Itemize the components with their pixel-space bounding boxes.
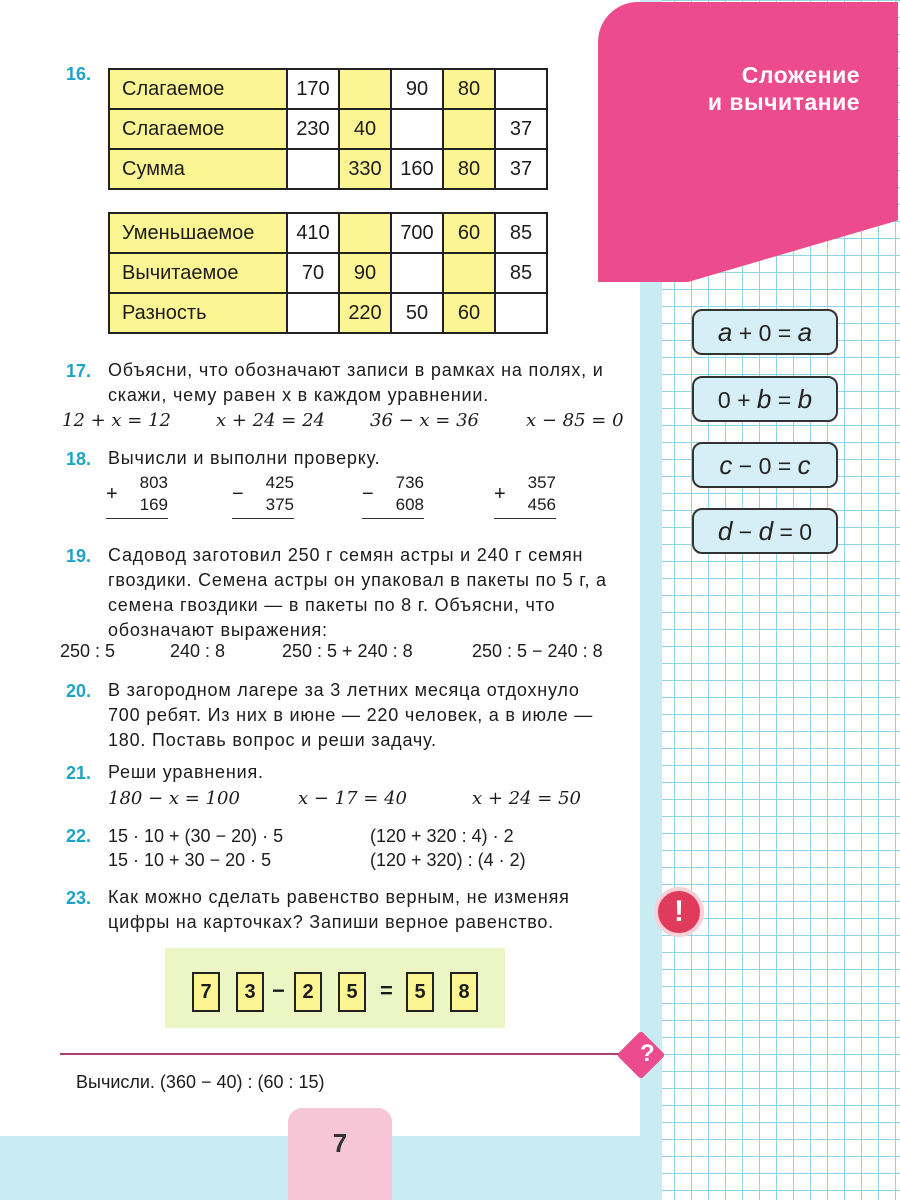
table-row [109, 69, 547, 109]
ex19-number: 19. [66, 546, 92, 566]
addition-table [108, 68, 548, 190]
column-calc-1 [106, 472, 168, 519]
op: + 0 = [732, 320, 798, 346]
ex17-eq-1: 12 + x = 12 [62, 410, 172, 431]
question-icon: ? [640, 1040, 655, 1067]
var: d [717, 516, 733, 546]
op: − [732, 519, 759, 545]
table-cell [339, 213, 391, 253]
digit-card: 3 [236, 972, 264, 1012]
column-bar [232, 518, 294, 519]
table-row [109, 293, 547, 333]
op: − 0 = [732, 453, 798, 479]
var: b [797, 384, 813, 414]
column-bottom: 608 [395, 495, 424, 514]
table-cell: 70 [287, 253, 339, 293]
ex19-expr-2: 240 : 8 [170, 641, 226, 661]
row-label: Сумма [109, 149, 287, 189]
table-cell: 230 [287, 109, 339, 149]
ex22-expr-3: 15 · 10 + 30 − 20 · 5 [108, 850, 272, 870]
ex22-expr-2: (120 + 320 : 4) · 2 [370, 826, 514, 846]
rule-card-3 [692, 442, 838, 488]
var: c [719, 450, 733, 480]
table-cell: 90 [339, 253, 391, 293]
ex21-eq-2: x − 17 = 40 [298, 788, 408, 809]
column-calc-3 [362, 472, 424, 519]
column-calc-4 [494, 472, 556, 519]
table-cell [495, 69, 547, 109]
ex16-number: 16. [66, 64, 92, 84]
column-bottom: 169 [139, 495, 168, 514]
table-cell: 170 [287, 69, 339, 109]
table-cell: 60 [443, 213, 495, 253]
var: b [756, 384, 772, 414]
rule-card-1 [692, 309, 838, 355]
row-label: Слагаемое [109, 109, 287, 149]
ex17-text: Объясни, что обозначают записи в рамках на полях, и скажи, чему равен x в каждом уравнении. [108, 360, 604, 405]
table-cell [443, 253, 495, 293]
digit-card: 5 [406, 972, 434, 1012]
ex21-text: Реши уравнения. [108, 762, 264, 782]
ex23-number: 23. [66, 888, 92, 908]
ex19-expr-4: 250 : 5 − 240 : 8 [472, 641, 603, 661]
var: c [797, 450, 811, 480]
table-row [109, 149, 547, 189]
column-top: 736 [395, 473, 424, 492]
table-cell: 85 [495, 253, 547, 293]
ex21-eq-3: x + 24 = 50 [472, 788, 582, 809]
subtraction-table [108, 212, 548, 334]
ex19-expr-1: 250 : 5 [60, 641, 116, 661]
column-calc-2 [232, 472, 294, 519]
row-label: Разность [109, 293, 287, 333]
table-row [109, 213, 547, 253]
divider-line [60, 1053, 620, 1055]
section-title [660, 62, 860, 116]
digit-card: 8 [450, 972, 478, 1012]
table-cell: 37 [495, 109, 547, 149]
table-cell [443, 109, 495, 149]
equals-sign: = [380, 978, 393, 1003]
ex17-number: 17. [66, 361, 92, 381]
table-cell: 160 [391, 149, 443, 189]
ex21-number: 21. [66, 763, 92, 783]
column-sign: − [362, 483, 374, 505]
row-label: Уменьшаемое [109, 213, 287, 253]
table-row [109, 253, 547, 293]
op: = 0 [773, 519, 813, 545]
ex17-eq-3: 36 − x = 36 [370, 410, 480, 431]
table-cell: 37 [495, 149, 547, 189]
table-cell: 410 [287, 213, 339, 253]
table-cell: 700 [391, 213, 443, 253]
ex22-number: 22. [66, 826, 92, 846]
digit-card: 7 [192, 972, 220, 1012]
table-cell [339, 69, 391, 109]
column-bottom: 456 [527, 495, 556, 514]
column-bottom: 375 [265, 495, 294, 514]
ex18-text: Вычисли и выполни проверку. [108, 448, 381, 468]
ex17-eq-4: x − 85 = 0 [526, 410, 624, 431]
table-cell: 50 [391, 293, 443, 333]
table-row [109, 109, 547, 149]
table-cell: 330 [339, 149, 391, 189]
row-label: Слагаемое [109, 69, 287, 109]
ex20-text: В загородном лагере за 3 летних месяца отдохнуло 700 ребят. Из них в июне — 220 человек, а в июле — 180. Поставь вопрос и реши задачу. [108, 680, 594, 750]
table-cell [391, 253, 443, 293]
ex21-eq-1: 180 − x = 100 [108, 788, 240, 809]
column-sign: + [494, 483, 506, 505]
ex20-number: 20. [66, 681, 92, 701]
table-cell [391, 109, 443, 149]
page-number: 7 [288, 1108, 392, 1200]
column-top: 803 [139, 473, 168, 492]
ex23-text: Как можно сделать равенство верным, не изменяя цифры на карточках? Запиши верное равенство. [108, 887, 570, 932]
ex18-number: 18. [66, 449, 92, 469]
column-top: 357 [527, 473, 556, 492]
ex19-expr-3: 250 : 5 + 240 : 8 [282, 641, 413, 661]
exclamation-icon: ! [654, 887, 704, 937]
column-sign: + [106, 483, 118, 505]
ex19-text: Садовод заготовил 250 г семян астры и 240 г семян гвоздики. Семена астры он упаковал в пакеты по 5 г, а семена гвоздики — в пакеты по 8 г. Объясни, что обозначают выражения: [108, 545, 607, 640]
op: 0 + [717, 387, 757, 413]
ex22-expr-4: (120 + 320) : (4 · 2) [370, 850, 526, 870]
var: a [717, 317, 733, 347]
table-cell: 80 [443, 69, 495, 109]
rule-card-2 [692, 376, 838, 422]
row-label: Вычитаемое [109, 253, 287, 293]
table-cell: 80 [443, 149, 495, 189]
column-bar [106, 518, 168, 519]
column-bar [494, 518, 556, 519]
table-cell: 40 [339, 109, 391, 149]
bonus-task: Вычисли. (360 − 40) : (60 : 15) [76, 1072, 325, 1092]
ex22-expr-1: 15 · 10 + (30 − 20) · 5 [108, 826, 284, 846]
rule-card-4 [692, 508, 838, 554]
section-title-line1: Сложение [741, 62, 860, 88]
digit-card: 2 [294, 972, 322, 1012]
table-cell [495, 293, 547, 333]
table-cell: 60 [443, 293, 495, 333]
column-top: 425 [265, 473, 294, 492]
table-cell [287, 149, 339, 189]
var: d [758, 516, 774, 546]
digit-card: 5 [338, 972, 366, 1012]
ex17-eq-2: x + 24 = 24 [216, 410, 326, 431]
section-title-line2: и вычитание [707, 89, 860, 115]
table-cell: 90 [391, 69, 443, 109]
table-cell: 220 [339, 293, 391, 333]
table-cell [287, 293, 339, 333]
op: = [771, 387, 798, 413]
table-cell: 85 [495, 213, 547, 253]
var: a [797, 317, 813, 347]
column-sign: − [232, 483, 244, 505]
minus-sign: − [272, 978, 285, 1003]
column-bar [362, 518, 424, 519]
